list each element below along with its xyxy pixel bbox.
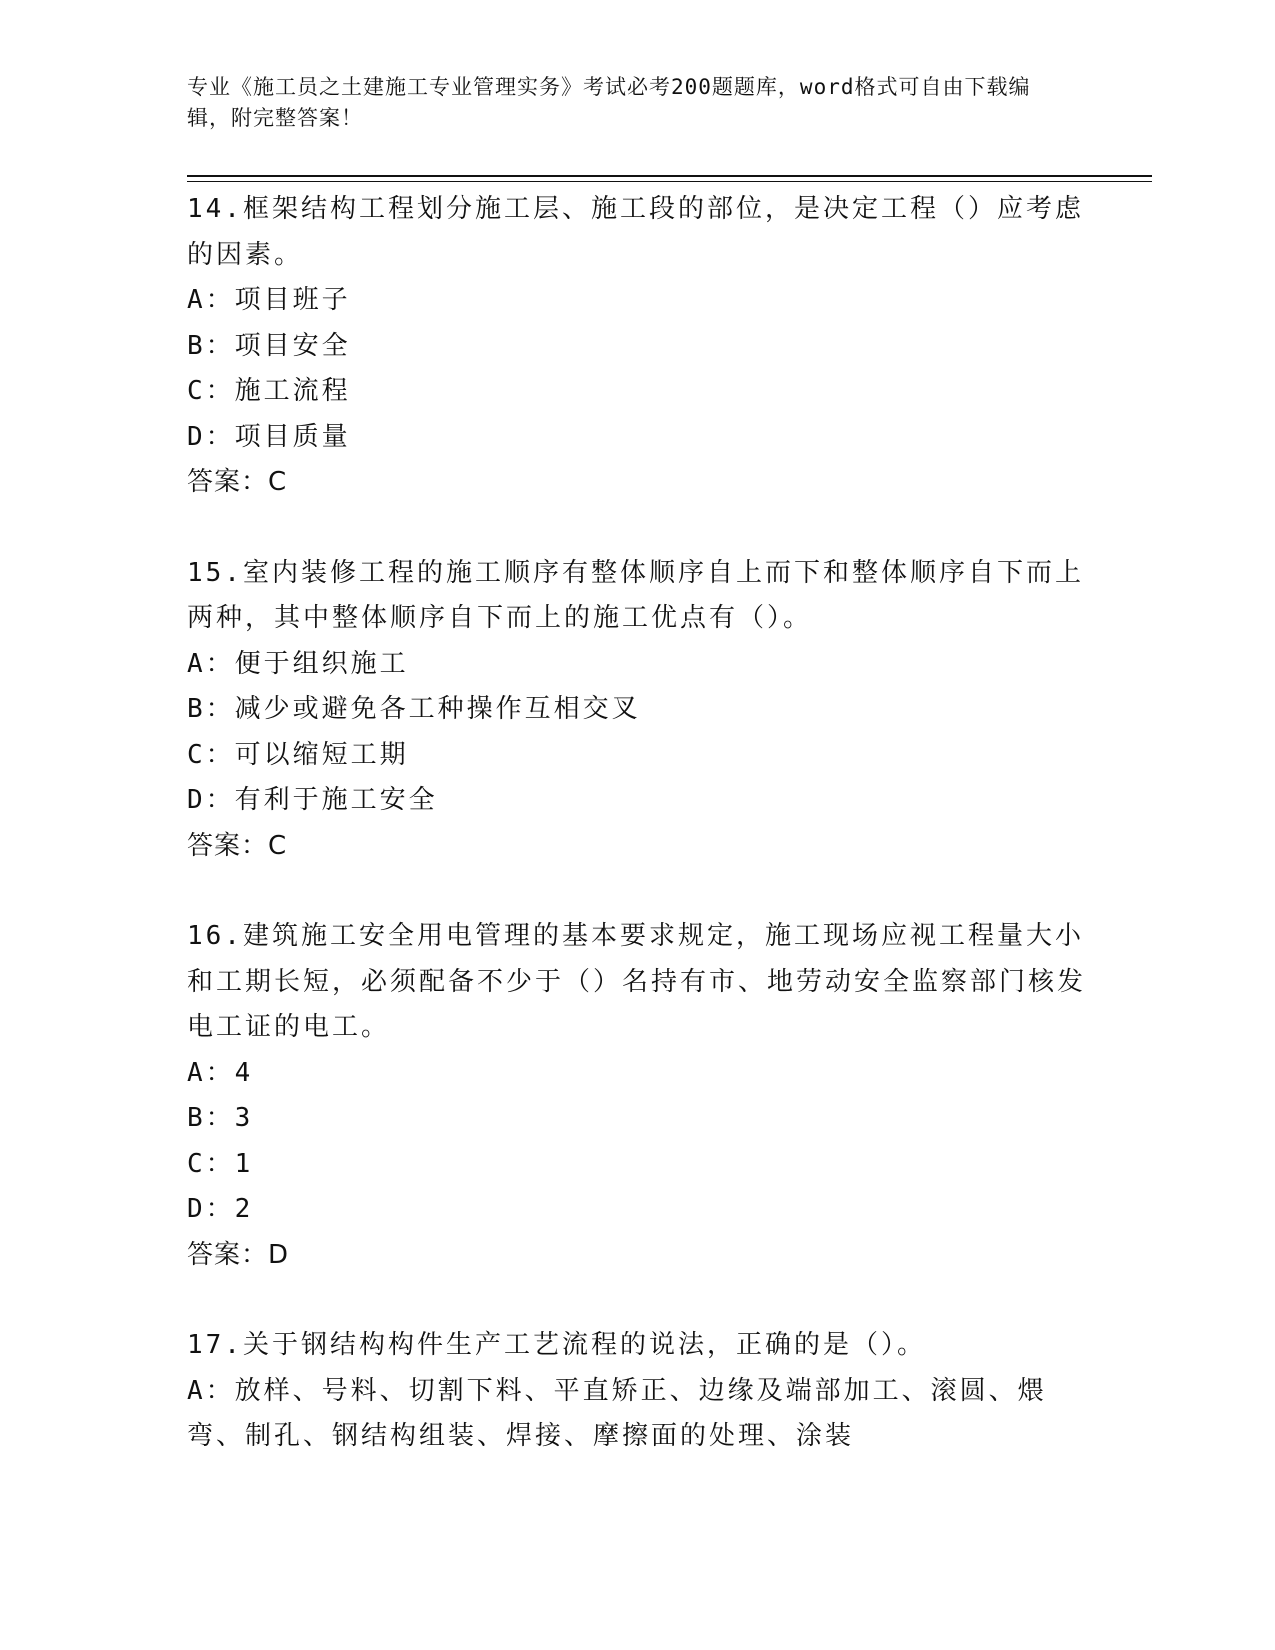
option-c: C：可以缩短工期: [187, 739, 409, 770]
option-a: A：便于组织施工: [187, 648, 409, 679]
question-16: [187, 914, 1087, 1278]
answer-line: 答案：C: [187, 467, 288, 497]
question-stem: 15.室内装修工程的施工顺序有整体顺序自上而下和整体顺序自下而上两种，其中整体顺序自下而上的施工优点有（）。: [187, 557, 1084, 633]
header-rule-thin: [187, 181, 1152, 182]
option-b: B：减少或避免各工种操作互相交叉: [187, 694, 641, 724]
question-list: [187, 187, 1087, 1460]
option-a: A：4: [187, 1057, 254, 1088]
option-d: D：2: [187, 1194, 254, 1224]
question-stem: 14.框架结构工程划分施工层、施工段的部位，是决定工程（）应考虑的因素。: [187, 194, 1084, 270]
question-stem: 16.建筑施工安全用电管理的基本要求规定，施工现场应视工程量大小和工期长短，必须配备不少于（）名持有市、地劳动安全监察部门核发电工证的电工。: [187, 921, 1087, 1042]
question-17: [187, 1323, 1087, 1460]
question-15: [187, 551, 1087, 870]
option-a: A：放样、号料、切割下料、平直矫正、边缘及端部加工、滚圆、煨弯、制孔、钢结构组装、焊接、摩擦面的处理、涂装: [187, 1375, 1047, 1451]
document-header: 专业《施工员之土建施工专业管理实务》考试必考200题题库，word格式可自由下载编辑，附完整答案！: [187, 75, 1031, 130]
header-rule-thick: [187, 175, 1152, 177]
option-c: C：1: [187, 1148, 254, 1179]
option-d: D：项目质量: [187, 421, 351, 452]
option-b: B：3: [187, 1103, 254, 1133]
option-b: B：项目安全: [187, 330, 351, 361]
question-14: [187, 187, 1087, 506]
answer-line: 答案：D: [187, 1239, 290, 1270]
question-stem: 17.关于钢结构构件生产工艺流程的说法，正确的是（）。: [187, 1330, 926, 1360]
option-a: A：项目班子: [187, 285, 351, 315]
option-d: D：有利于施工安全: [187, 785, 438, 815]
answer-line: 答案：C: [187, 830, 288, 861]
option-c: C：施工流程: [187, 376, 351, 406]
